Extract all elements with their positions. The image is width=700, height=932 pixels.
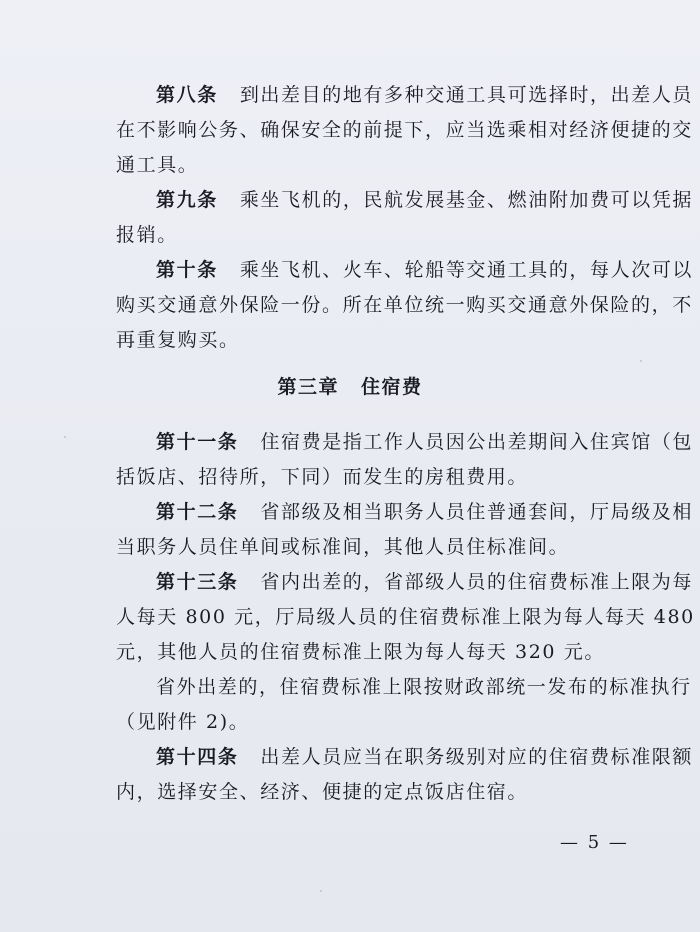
- article-13-line-2: 人每天 800 元，厅局级人员的住宿费标准上限为每人每天 480: [116, 606, 695, 628]
- article-11-line-2: 括饭店、招待所，下同）而发生的房租费用。: [116, 466, 529, 488]
- article-11-text: 住宿费是指工作人员因公出差期间入住宾馆（包: [260, 431, 694, 453]
- article-8-text: 到出差目的地有多种交通工具可选择时，出差人员: [239, 84, 694, 106]
- article-10-title: 第十条: [156, 259, 218, 281]
- article-14-text: 出差人员应当在职务级别对应的住宿费标准限额: [260, 746, 694, 768]
- article-14-line-1: [156, 745, 694, 769]
- scan-speck: [640, 360, 642, 362]
- article-13-line-1: [156, 570, 694, 594]
- article-14-title: 第十四条: [156, 746, 239, 768]
- article-10-line-1: [156, 258, 694, 282]
- article-8-line-2: 在不影响公务、确保安全的前提下，应当选乘相对经济便捷的交: [116, 119, 693, 141]
- article-9-text: 乘坐飞机的，民航发展基金、燃油附加费可以凭据: [239, 189, 694, 211]
- article-9-line-1: [156, 188, 694, 212]
- article-12-text: 省部级及相当职务人员住普通套间，厅局级及相: [260, 501, 694, 523]
- article-10-line-2: 购买交通意外保险一份。所在单位统一购买交通意外保险的，不: [116, 294, 693, 316]
- article-13-title: 第十三条: [156, 571, 239, 593]
- article-12-title: 第十二条: [156, 501, 239, 523]
- article-12-line-1: [156, 500, 694, 524]
- article-8-line-3: 通工具。: [116, 154, 199, 176]
- article-8-line-1: [156, 83, 694, 107]
- article-11-title: 第十一条: [156, 431, 239, 453]
- chapter-number: 第三章: [277, 376, 339, 398]
- article-13-line-3: 元，其他人员的住宿费标准上限为每人每天 320 元。: [116, 641, 605, 663]
- article-13-line-5: （见附件 2)。: [116, 711, 250, 733]
- article-13-text: 省内出差的，省部级人员的住宿费标准上限为每: [260, 571, 694, 593]
- chapter-name: 住宿费: [361, 376, 423, 398]
- article-9-line-2: 报销。: [116, 224, 178, 246]
- chapter-heading: [0, 375, 700, 399]
- page-number: — 5 —: [560, 832, 629, 853]
- article-10-line-3: 再重复购买。: [116, 329, 240, 351]
- article-11-line-1: [156, 430, 694, 454]
- article-13-line-4: 省外出差的，住宿费标准上限按财政部统一发布的标准执行: [156, 676, 692, 698]
- article-9-title: 第九条: [156, 189, 218, 211]
- article-8-title: 第八条: [156, 84, 218, 106]
- scan-speck: [320, 890, 322, 892]
- article-10-text: 乘坐飞机、火车、轮船等交通工具的，每人次可以: [239, 259, 694, 281]
- article-14-line-2: 内，选择安全、经济、便捷的定点饭店住宿。: [116, 781, 529, 803]
- article-12-line-2: 当职务人员住单间或标准间，其他人员住标准间。: [116, 536, 570, 558]
- scan-speck: [64, 436, 66, 438]
